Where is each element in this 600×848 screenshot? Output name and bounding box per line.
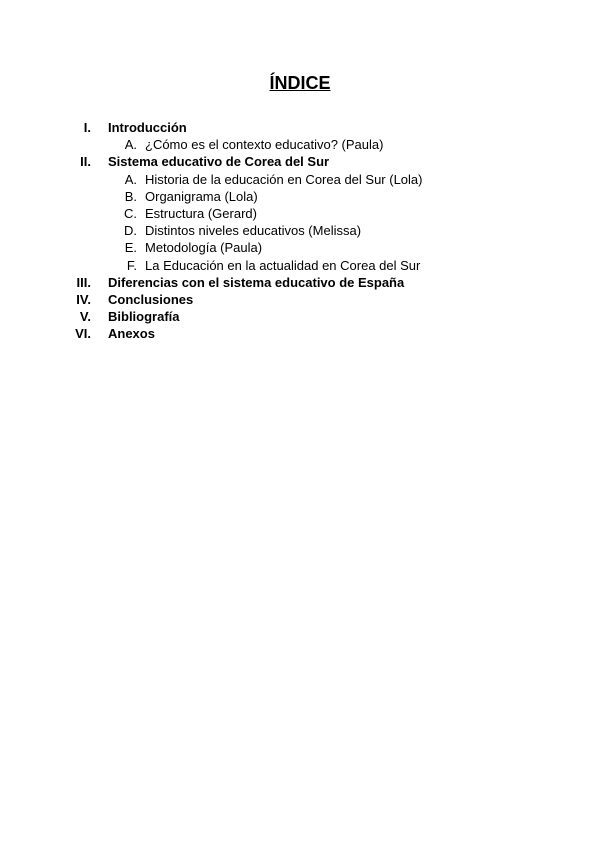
toc-subitem-2e[interactable] — [0, 239, 600, 256]
toc-subitem-2a[interactable] — [0, 171, 600, 188]
toc-subitem-label: Metodología (Paula) — [145, 240, 263, 256]
toc-subitem-2b[interactable] — [0, 188, 600, 205]
toc-section-numeral: III. — [76, 274, 91, 290]
page-title: ÍNDICE — [269, 73, 331, 93]
toc-subitem-label: Distintos niveles educativos (Melissa) — [145, 223, 362, 239]
toc-section-numeral: IV. — [76, 291, 91, 307]
toc-section-6[interactable] — [0, 325, 600, 342]
toc-section-label: Sistema educativo de Corea del Sur — [108, 154, 330, 170]
toc-section-5[interactable] — [0, 308, 600, 325]
toc-subitem-label: Organigrama (Lola) — [145, 188, 258, 204]
toc-subitem-1a[interactable] — [0, 136, 600, 153]
table-of-contents — [0, 119, 600, 342]
toc-section-numeral: I. — [83, 120, 91, 135]
toc-section-numeral: VI. — [75, 326, 91, 342]
toc-subitem-label: Historia de la educación en Corea del Sur (Lola) — [145, 171, 423, 187]
toc-section-1[interactable] — [0, 119, 600, 136]
toc-section-2[interactable] — [0, 153, 600, 170]
toc-subitem-label: La Educación en la actualidad en Corea del Sur — [145, 257, 421, 273]
toc-subitem-2f[interactable] — [0, 257, 600, 274]
toc-subitem-letter: D. — [124, 223, 137, 239]
toc-section-label: Conclusiones — [108, 291, 194, 307]
toc-section-4[interactable] — [0, 291, 600, 308]
toc-section-3[interactable] — [0, 274, 600, 291]
toc-section-label: Bibliografía — [108, 309, 180, 325]
toc-section-label: Introducción — [108, 120, 187, 135]
toc-subitem-label: ¿Cómo es el contexto educativo? (Paula) — [145, 137, 384, 153]
toc-subitem-letter: B. — [124, 188, 137, 204]
toc-subitem-letter: C. — [124, 205, 137, 221]
toc-subitem-2d[interactable] — [0, 222, 600, 239]
toc-section-label: Diferencias con el sistema educativo de España — [108, 274, 405, 290]
toc-section-numeral: II. — [80, 154, 91, 170]
toc-subitem-letter: E. — [124, 240, 137, 256]
toc-subitem-2c[interactable] — [0, 205, 600, 222]
toc-section-numeral: V. — [79, 309, 91, 325]
toc-subitem-label: Estructura (Gerard) — [145, 205, 257, 221]
toc-section-label: Anexos — [108, 326, 155, 342]
toc-subitem-letter: A. — [124, 171, 137, 187]
toc-subitem-letter: F. — [126, 257, 137, 273]
toc-subitem-letter: A. — [124, 137, 137, 153]
